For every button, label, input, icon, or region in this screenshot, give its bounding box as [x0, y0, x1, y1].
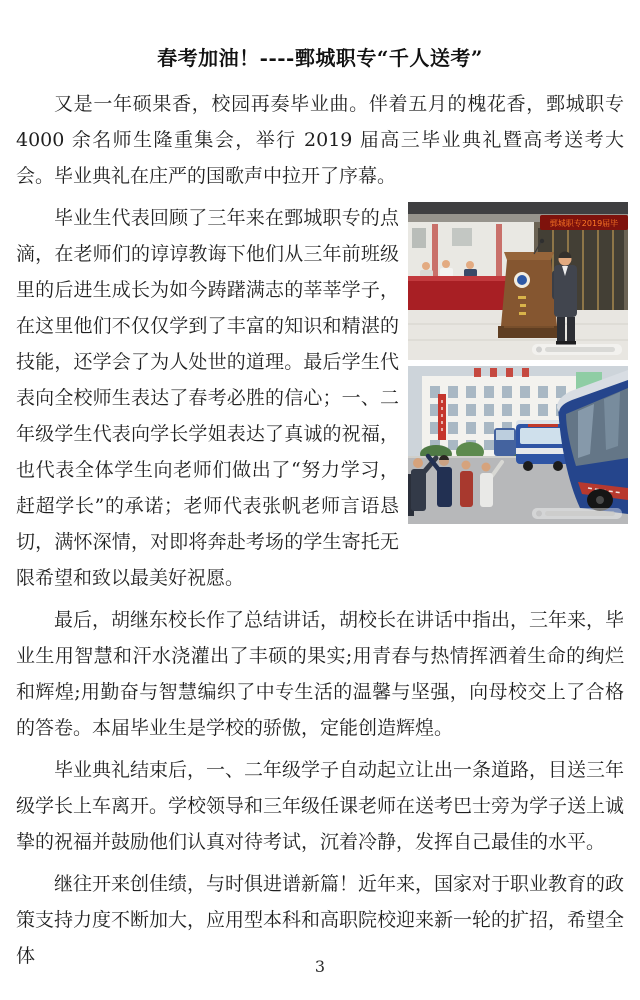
photo-column — [408, 202, 628, 530]
podium — [498, 239, 560, 338]
paragraph-outlook: 继往开来创佳绩，与时俱进谱新篇！近年来，国家对于职业教育的政策支持力度不断加大，应用型本科和高职院校迎来新一轮的扩招，希望全体 — [16, 873, 625, 967]
watermark — [532, 344, 622, 355]
page-number: 3 — [314, 957, 326, 976]
led-banner-text: 鄄城职专2019届毕 — [549, 219, 619, 228]
led-banner — [540, 215, 628, 230]
watermark — [532, 508, 622, 519]
paragraph-principal-speech: 最后，胡继东校长作了总结讲话，胡校长在讲话中指出，三年来，毕业生用智慧和汗水浇灌出了丰硕的果实;用青春与热情挥洒着生命的绚烂和辉煌;用勤奋与智慧编织了中专生活的温馨与坚强，向母校交上了合格的答卷。本届毕业生是学校的骄傲，定能创造辉煌。 — [16, 609, 625, 739]
send-off-photo — [408, 366, 628, 524]
red-table — [408, 276, 512, 310]
paragraph-intro: 又是一年硕果香，校园再奏毕业曲。伴着五月的槐花香，鄄城职专 4000 余名师生隆重集会，举行 2019 届高三毕业典礼暨高考送考大会。毕业典礼在庄严的国歌声中拉开了序幕。 — [16, 93, 624, 187]
blue-bus-behind — [494, 428, 516, 456]
paragraph-graduate-speech: 毕业生代表回顾了三年来在鄄城职专的点滴，在老师们的谆谆教诲下他们从三年前班级里的后进生成长为如今踌躇满志的莘莘学子，在这里他们不仅仅学到了丰富的知识和精湛的技能，还学会了为人处世的道理。最后学生代表向全校师生表达了春考必胜的信心；一、二年级学生代表向学长学姐表达了真诚的祝福，也代表全体学生向老师们做出了“努力学习，赶超学长”的承诺；老师代表张帆老师言语恳切，满怀深情，对即将奔赴考场的学生寄托无限希望和致以最美好祝愿。 — [16, 207, 399, 589]
ceremony-photo — [408, 202, 628, 360]
paragraph-send-off: 毕业典礼结束后，一、二年级学子自动起立让出一条道路，目送三年级学长上车离开。学校领导和三年级任课老师在送考巴士旁为学子送上诚挚的祝福并鼓励他们认真对待考试，沉着冷静，发挥自己最佳的水平。 — [16, 759, 625, 853]
page-title: 春考加油！----鄄城职专“千人送考” — [157, 46, 483, 70]
